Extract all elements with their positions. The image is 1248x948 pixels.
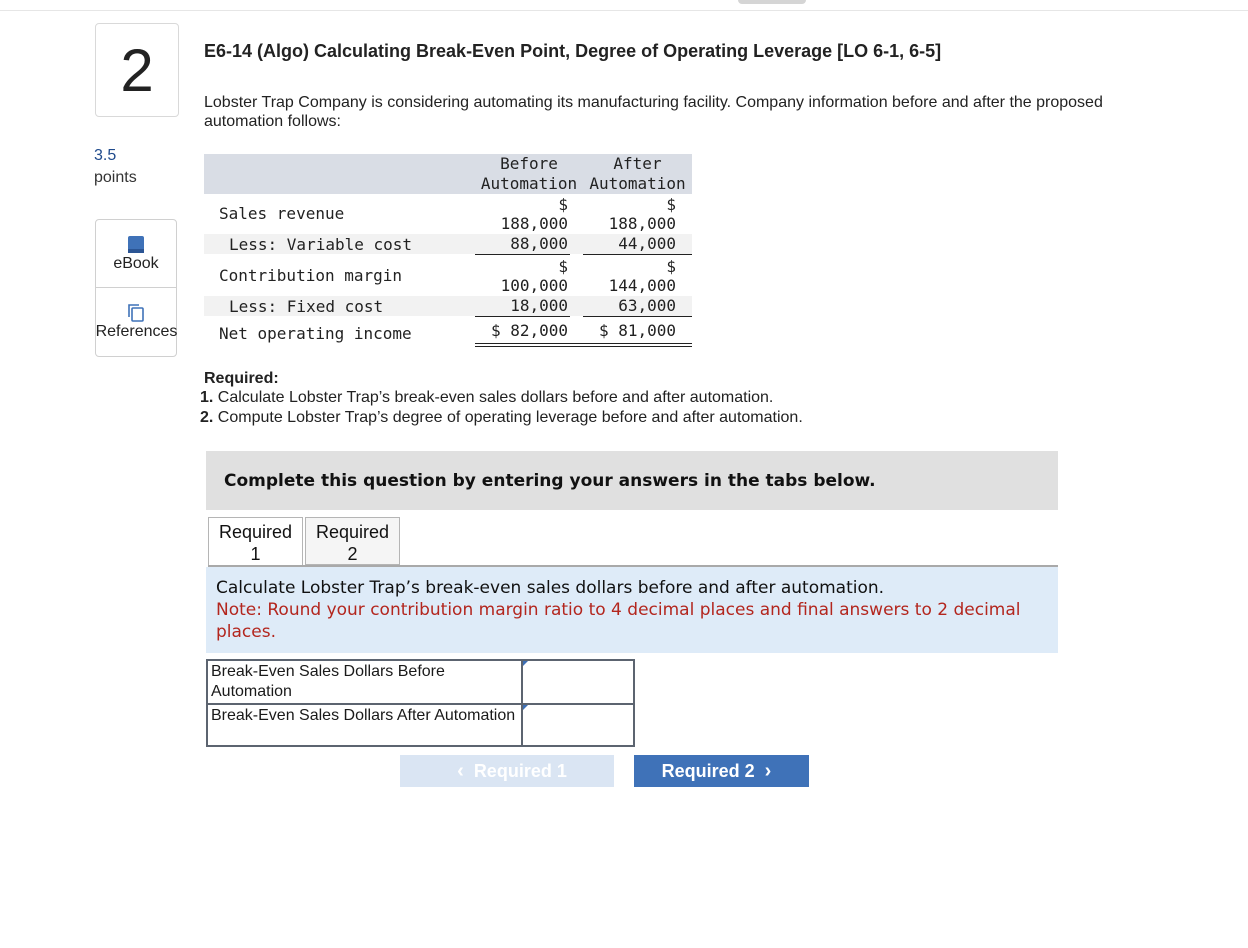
underline xyxy=(583,316,692,317)
instruction-text: Calculate Lobster Trap’s break-even sales dollars before and after automation. xyxy=(216,578,885,598)
cm-before-symbol: $ xyxy=(558,257,568,276)
break-even-before-input[interactable] xyxy=(523,661,629,697)
cm-before-value: 100,000 xyxy=(500,276,568,295)
next-required-button[interactable] xyxy=(634,755,809,787)
noi-after-value: $ 81,000 xyxy=(598,321,676,340)
header-before-line1: Before xyxy=(500,154,558,173)
chevron-left-icon: ‹ xyxy=(457,759,464,782)
fixed-cost-after-value: 63,000 xyxy=(618,296,676,315)
header-before-line2: Automation xyxy=(480,174,578,193)
required-item-text: Calculate Lobster Trap’s break-even sales dollars before and after automation. xyxy=(217,389,774,406)
cm-after-symbol: $ xyxy=(666,257,676,276)
row-label-net-operating-income: Net operating income xyxy=(219,324,412,343)
underline xyxy=(475,316,570,317)
points-label: points xyxy=(94,169,137,186)
answer-table xyxy=(206,659,635,747)
tab-required-2[interactable] xyxy=(305,517,400,565)
cell-marker xyxy=(523,705,528,710)
row-label-contribution-margin: Contribution margin xyxy=(219,266,403,285)
fixed-cost-before-value: 18,000 xyxy=(510,296,568,315)
points-value: 3.5 xyxy=(94,147,117,164)
tab-label-line1: Required xyxy=(315,522,390,542)
required-item xyxy=(200,388,803,408)
required-item-num: 2. xyxy=(200,409,214,426)
underline xyxy=(475,254,570,255)
answer-row xyxy=(207,660,634,704)
break-even-after-input[interactable] xyxy=(523,705,629,741)
row-label-fixed-cost: Less: Fixed cost xyxy=(229,297,384,316)
next-label: Required 2 xyxy=(661,760,755,781)
ebook-label: eBook xyxy=(113,254,159,272)
header-after xyxy=(583,154,692,194)
sales-before-value: 188,000 xyxy=(500,214,568,233)
required-item-num: 1. xyxy=(200,389,214,406)
required-item xyxy=(200,408,803,428)
variable-cost-after-value: 44,000 xyxy=(618,234,676,253)
underline xyxy=(583,254,692,255)
header-before xyxy=(475,154,583,194)
required-list xyxy=(200,388,803,428)
required-heading xyxy=(204,369,279,389)
cell-marker xyxy=(523,661,528,666)
question-number: 2 xyxy=(95,23,179,117)
points-display xyxy=(94,145,137,189)
noi-before-value: $ 82,000 xyxy=(490,321,568,340)
prev-label: Required 1 xyxy=(473,760,567,781)
double-underline xyxy=(475,346,692,347)
references-label: References xyxy=(95,323,178,340)
required-item-text: Compute Lobster Trap’s degree of operating leverage before and after automation. xyxy=(217,409,803,426)
sales-before-symbol: $ xyxy=(558,195,568,214)
double-underline xyxy=(475,343,692,344)
question-intro: Lobster Trap Company is considering automating its manufacturing facility. Company information before and after the proposed automation follows: xyxy=(204,94,1103,130)
answer-row xyxy=(207,704,634,746)
tab-label-line2: 2 xyxy=(347,544,358,564)
header-after-line1: After xyxy=(613,154,662,173)
row-label-variable-cost: Less: Variable cost xyxy=(229,235,413,254)
tab-required-1[interactable] xyxy=(208,517,303,565)
top-divider xyxy=(0,10,1248,11)
instructions-banner xyxy=(206,451,1058,510)
required-heading-text: Required: xyxy=(204,370,279,387)
instruction-note: Note: Round your contribution margin ratio to 4 decimal places and final answers to 2 decimal places. xyxy=(216,600,1021,642)
tab-instructions xyxy=(206,567,1058,653)
top-handle xyxy=(738,0,806,4)
variable-cost-before-value: 88,000 xyxy=(510,234,568,253)
ebook-button[interactable] xyxy=(95,219,177,288)
question-title: E6-14 (Algo) Calculating Break-Even Point, Degree of Operating Leverage [LO 6-1, 6-5] xyxy=(204,41,942,61)
table-header xyxy=(204,154,692,194)
sales-after-value: 188,000 xyxy=(608,214,676,233)
cm-after-value: 144,000 xyxy=(608,276,676,295)
row-label-sales: Sales revenue xyxy=(219,204,345,223)
header-after-line2: Automation xyxy=(589,174,686,193)
sales-after-symbol: $ xyxy=(666,195,676,214)
chevron-right-icon: › xyxy=(764,759,772,782)
answer-label-after: Break-Even Sales Dollars After Automation xyxy=(207,704,522,746)
tab-label-line1: Required xyxy=(218,522,293,542)
answer-label-before: Break-Even Sales Dollars Before Automation xyxy=(207,660,522,704)
prev-required-button[interactable] xyxy=(400,755,614,787)
tab-label-line2: 1 xyxy=(250,544,261,564)
references-button[interactable] xyxy=(95,287,177,357)
answer-cell-after xyxy=(522,704,634,746)
banner-text: Complete this question by entering your answers in the tabs below. xyxy=(224,470,876,491)
copy-icon xyxy=(126,303,146,323)
answer-cell-before xyxy=(522,660,634,704)
book-icon xyxy=(126,235,146,255)
